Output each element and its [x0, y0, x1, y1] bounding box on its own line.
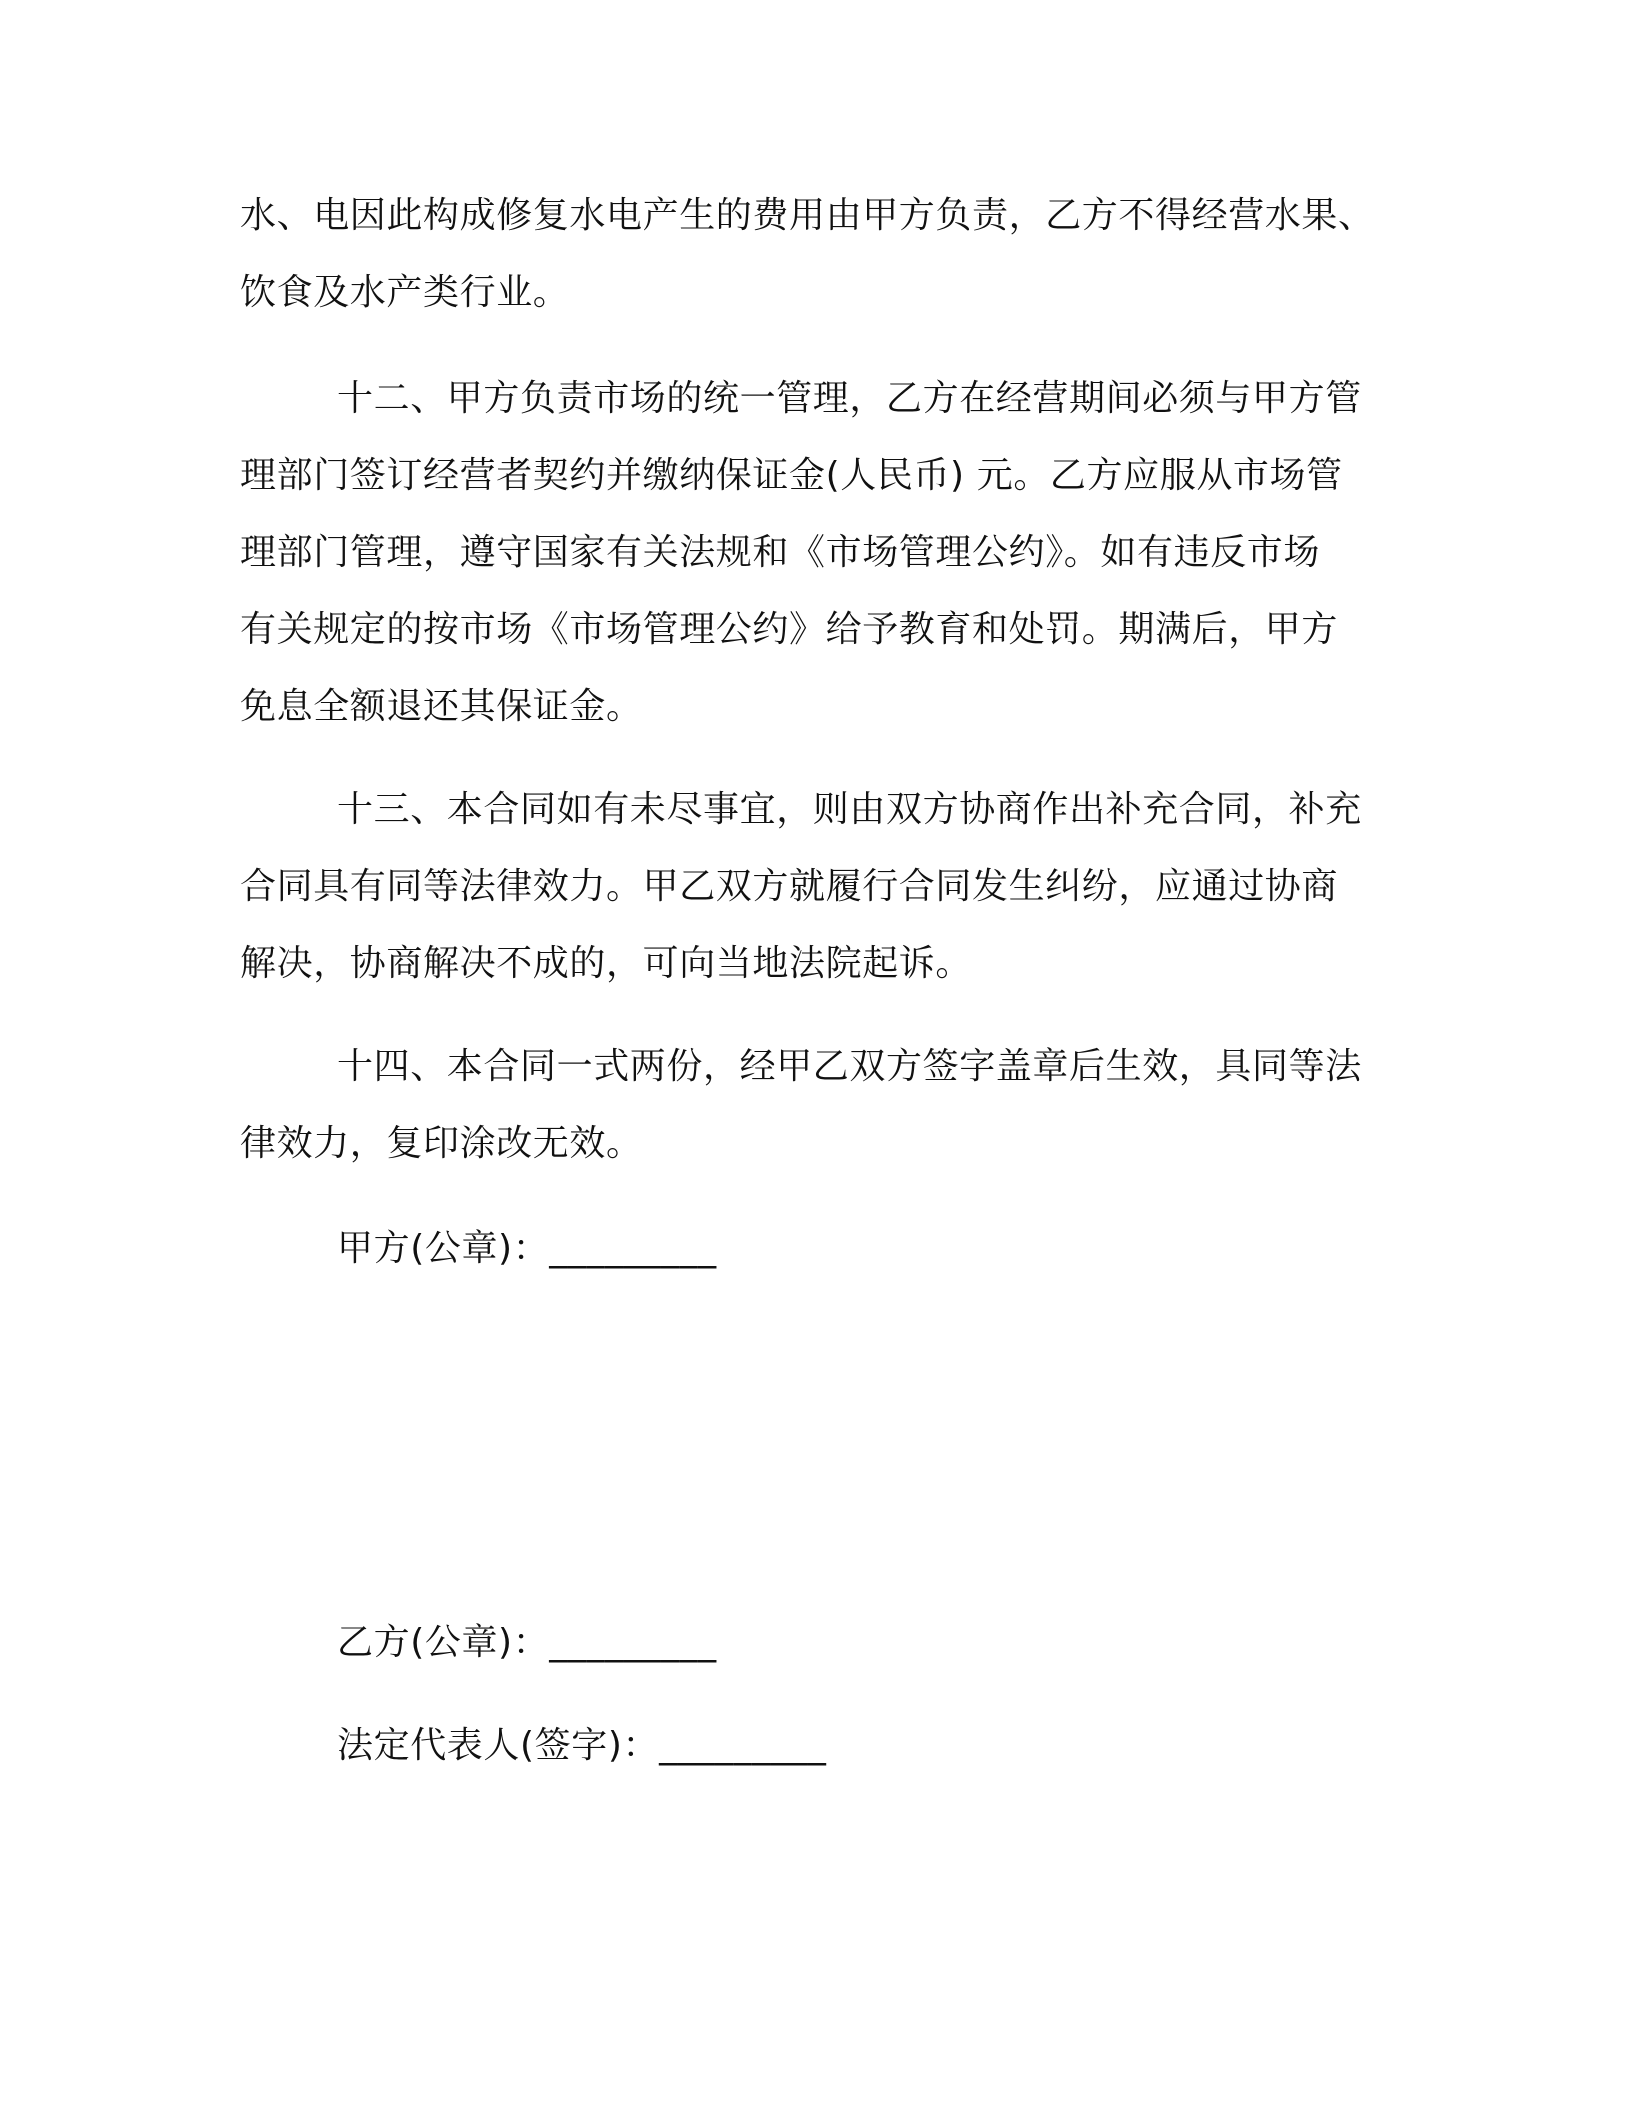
paragraph-line: 理部门签订经营者契约并缴纳保证金(人民币) 元。乙方应服从市场管	[240, 455, 1343, 496]
legal-representative-signature-line: 法定代表人(签字)：_________	[337, 1725, 827, 1766]
paragraph-line: 水、电因此构成修复水电产生的费用由甲方负责，乙方不得经营水果、	[240, 195, 1375, 236]
paragraph-continuation	[240, 177, 1390, 331]
paragraph-line: 理部门管理，遵守国家有关法规和《市场管理公约》。如有违反市场	[240, 532, 1321, 573]
paragraph-line: 解决，协商解决不成的，可向当地法院起诉。	[240, 943, 973, 984]
paragraph-line: 合同具有同等法律效力。甲乙双方就履行合同发生纠纷，应通过协商	[240, 866, 1339, 907]
paragraph-line: 十四、本合同一式两份，经甲乙双方签字盖章后生效，具同等法	[337, 1046, 1362, 1087]
paragraph-clause-14	[240, 1028, 1390, 1182]
paragraph-line: 律效力，复印涂改无效。	[240, 1123, 643, 1164]
paragraph-clause-12	[240, 360, 1390, 745]
paragraph-line: 十三、本合同如有未尽事宜，则由双方协商作出补充合同，补充	[337, 789, 1362, 830]
paragraph-line: 免息全额退还其保证金。	[240, 686, 643, 727]
paragraph-line: 十二、甲方负责市场的统一管理，乙方在经营期间必须与甲方管	[337, 378, 1362, 419]
paragraph-line: 有关规定的按市场《市场管理公约》给予教育和处罚。期满后，甲方	[240, 609, 1339, 650]
paragraph-clause-13	[240, 771, 1390, 1002]
party-a-signature-line: 甲方(公章)：_________	[337, 1228, 717, 1269]
party-b-signature-line: 乙方(公章)：_________	[337, 1622, 717, 1663]
paragraph-line: 饮食及水产类行业。	[240, 272, 570, 313]
